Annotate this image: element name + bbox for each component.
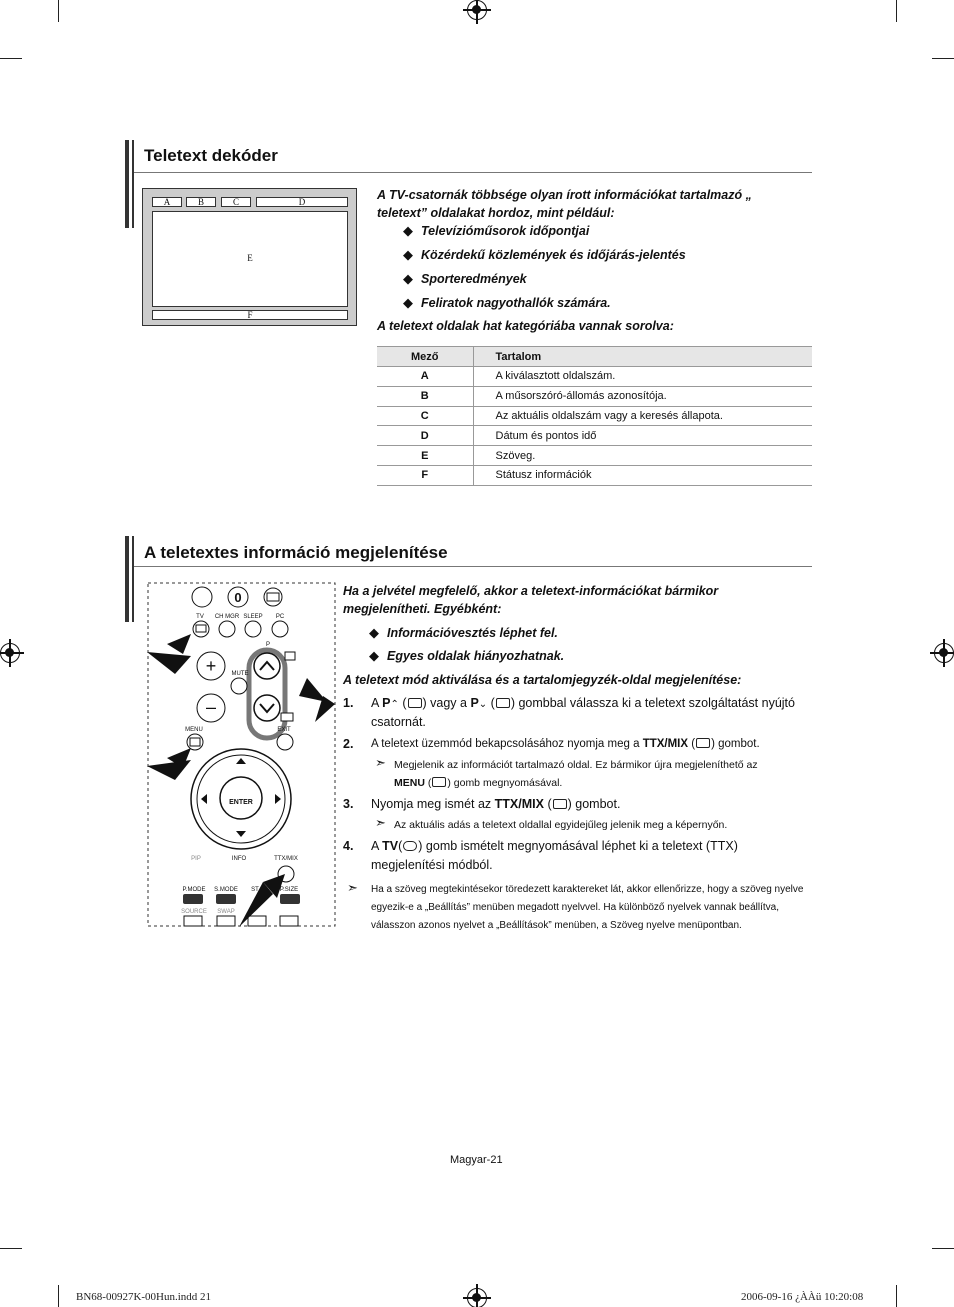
teletext-intro: A TV-csatornák többsége olyan írott információkat tartalmazó „ teletext” oldalakat hordoz, mint például: — [377, 188, 752, 220]
remote-label-menu: MENU — [185, 727, 203, 733]
step-text-part: gomb ismételt megnyomásával léphet ki a teletext (TTX) — [422, 839, 738, 853]
list-item — [369, 648, 564, 664]
list-item — [403, 247, 686, 263]
categories-table — [377, 346, 812, 486]
remote-label-source: SOURCE — [181, 909, 207, 915]
step-number: 1. — [343, 696, 354, 710]
step-text-part: Nyomja meg ismét az — [371, 797, 495, 811]
step-text-part: gombot. — [714, 738, 760, 750]
section-title: Teletext dekóder — [144, 146, 278, 165]
diamond-bullet-icon: ◆ — [403, 271, 413, 286]
field-a-box — [152, 197, 182, 207]
table-cell: E — [377, 446, 473, 466]
list-item — [403, 295, 611, 311]
table-header-cell: Mező — [377, 347, 473, 367]
remote-label-sleep: SLEEP — [243, 614, 263, 620]
remote-label-enter: ENTER — [229, 799, 253, 806]
table-cell: Dátum és pontos idő — [473, 426, 812, 446]
list-item-text: Feliratok nagyothallók számára. — [421, 296, 611, 310]
remote-control-illustration — [147, 582, 337, 928]
step-text-part: A — [371, 839, 383, 853]
list-item — [403, 223, 589, 239]
step-3 — [343, 795, 813, 815]
remote-label-swap: SWAP — [217, 909, 235, 915]
step-number: 2. — [343, 737, 354, 751]
note — [375, 756, 815, 794]
field-a-label: A — [163, 197, 171, 207]
table-cell: D — [377, 426, 473, 446]
crop-mark — [0, 1248, 22, 1249]
table-row — [377, 446, 812, 466]
remote-label-pip: PIP — [191, 856, 201, 862]
remote-label-p: P — [265, 642, 271, 648]
step-text-part: csatornát. — [371, 715, 426, 729]
step-text: A teletext üzemmód bekapcsolásához nyomja meg a TTX/MIX ( ) gombot. — [371, 738, 760, 750]
teletext-icon — [496, 698, 510, 708]
p-key: P — [382, 696, 391, 710]
remote-label-tv: TV — [196, 614, 204, 620]
table-cell: A — [377, 367, 473, 387]
note-text: Megjelenik az információt tartalmazó oldal. Ez bármikor újra megjeleníthető az — [394, 759, 758, 771]
note-text: MENU ( ) gomb megnyomásával. — [394, 777, 563, 789]
table-header-row — [377, 347, 812, 367]
section-bar — [125, 140, 129, 228]
field-f-label: F — [247, 310, 253, 320]
teletext-screen-diagram — [142, 188, 357, 326]
crop-mark — [932, 1248, 954, 1249]
step-2 — [343, 735, 813, 755]
list-item — [369, 625, 558, 641]
crop-mark — [0, 58, 22, 59]
footer-file: BN68-00927K-00Hun.indd 21 — [76, 1291, 212, 1303]
crop-mark — [58, 0, 59, 22]
remote-label-psize: P.SIZE — [279, 887, 299, 893]
diamond-bullet-icon: ◆ — [369, 648, 379, 663]
activate-intro: A teletext mód aktiválása és a tartalomjegyzék-oldal megjelenítése: — [343, 673, 742, 687]
table-row — [377, 367, 812, 387]
teletext-mix-icon — [696, 738, 710, 748]
note-text: Ha a szöveg megtekintésekor töredezett karaktereket lát, akkor ellenőrizze, hogy a szöveg nyelve — [371, 884, 804, 895]
step-text — [371, 694, 795, 714]
remote-label-still: ST — [251, 887, 259, 893]
step-number: 4. — [343, 839, 354, 853]
final-note — [347, 881, 813, 937]
table-cell: F — [377, 465, 473, 485]
list-item-text: Információvesztés léphet fel. — [387, 626, 558, 640]
p-key: P — [470, 696, 479, 710]
step-1 — [343, 694, 813, 734]
table-cell: Az aktuális oldalszám vagy a keresés állapota. — [473, 406, 812, 426]
table-row — [377, 386, 812, 406]
step-text-part: gombot. — [571, 797, 621, 811]
remote-label-ttxmix: TTX/MIX — [274, 856, 298, 862]
crop-mark — [58, 1285, 59, 1307]
note-text: Az aktuális adás a teletext oldallal egyidejűleg jelenik meg a képernyőn. — [394, 819, 728, 831]
table-header-cell: Tartalom — [473, 347, 812, 367]
section-rule — [134, 566, 812, 567]
remote-label-pc: PC — [275, 614, 285, 620]
note-arrow-icon: ➣ — [375, 755, 386, 770]
remote-label-pmode: P.MODE — [182, 887, 206, 893]
table-cell: C — [377, 406, 473, 426]
step-number: 3. — [343, 797, 354, 811]
step-text-part: ) vagy a — [422, 696, 471, 710]
field-c-box — [221, 197, 251, 207]
table-cell: B — [377, 386, 473, 406]
remote-label-zero: 0 — [234, 590, 242, 605]
tv-icon — [403, 841, 417, 851]
menu-key: MENU — [394, 777, 425, 789]
note-text: egyezik-e a „Beállítás” menüben megadott nyelvvel. Ha különböző nyelvek vannak beállítva, — [371, 902, 780, 913]
registration-mark-icon — [467, 0, 487, 20]
table-cell: Szöveg. — [473, 446, 812, 466]
table-row — [377, 406, 812, 426]
chevron-down-icon: ⌄ — [478, 699, 488, 710]
section-rule — [134, 172, 812, 173]
step-text: A TV( ) gomb ismételt megnyomásával léphet ki a teletext (TTX) — [371, 839, 738, 853]
section-title: A teletextes információ megjelenítése — [144, 543, 448, 562]
step-text: Nyomja meg ismét az TTX/MIX ( ) gombot. — [371, 797, 621, 811]
table-row — [377, 426, 812, 446]
field-d-label: D — [298, 197, 306, 207]
list-item-text: Egyes oldalak hiányozhatnak. — [387, 649, 565, 663]
categories-intro: A teletext oldalak hat kategóriába vannak sorolva: — [377, 319, 674, 333]
note — [375, 816, 815, 836]
teletext-mix-icon — [553, 799, 567, 809]
field-e-box — [152, 211, 348, 307]
teletext-icon — [408, 698, 422, 708]
section2-intro: Ha a jelvétel megfelelő, akkor a teletext-információkat bármikor megjelenítheti. Egyébként: — [343, 584, 719, 616]
step-text-part: A — [371, 696, 383, 710]
field-b-label: B — [197, 197, 204, 207]
diamond-bullet-icon: ◆ — [403, 247, 413, 262]
list-item-text: Sporteredmények — [421, 272, 527, 286]
list-item-text: Közérdekű közlemények és időjárás-jelentés — [421, 248, 686, 262]
registration-mark-icon — [934, 643, 954, 663]
ttxmix-key: TTX/MIX — [642, 738, 689, 750]
note-text-part: gomb megnyomásával. — [450, 777, 563, 789]
registration-mark-icon — [467, 1288, 487, 1307]
section-bar — [132, 140, 134, 228]
crop-mark — [932, 58, 954, 59]
diamond-bullet-icon: ◆ — [369, 625, 379, 640]
remote-label-chmgr: CH MGR — [214, 614, 240, 620]
table-row — [377, 465, 812, 485]
note-arrow-icon: ➣ — [375, 815, 386, 830]
step-4 — [343, 837, 813, 877]
ttxmix-key: TTX/MIX — [494, 797, 544, 811]
step-text-part: ( — [487, 696, 495, 710]
menu-icon — [432, 777, 446, 787]
footer-timestamp: 2006-09-16 ¿ÀÀü 10:20:08 — [741, 1291, 864, 1303]
list-item — [403, 271, 527, 287]
table-cell: A műsorszóró-állomás azonosítója. — [473, 386, 812, 406]
remote-label-info: INFO — [231, 856, 247, 862]
chevron-up-icon: ⌃ — [390, 699, 399, 710]
svg-text:+: + — [205, 656, 217, 676]
diamond-bullet-icon: ◆ — [403, 223, 413, 238]
remote-label-exit: EXIT — [277, 727, 291, 733]
table-cell: A kiválasztott oldalszám. — [473, 367, 812, 387]
section-bar — [132, 536, 134, 622]
field-c-label: C — [232, 197, 239, 207]
crop-mark — [896, 1285, 897, 1307]
crop-mark — [896, 0, 897, 22]
table-cell: Státusz információk — [473, 465, 812, 485]
step-text-part: ( — [398, 696, 407, 710]
field-f-box — [152, 310, 348, 320]
section-bar — [125, 536, 129, 622]
svg-text:–: – — [205, 697, 217, 717]
tv-key: TV — [382, 839, 399, 853]
registration-mark-icon — [0, 643, 20, 663]
step-text-part: ) gombbal válassza ki a teletext szolgáltatást nyújtó — [510, 696, 795, 710]
field-b-box — [186, 197, 216, 207]
field-d-box — [256, 197, 348, 207]
diamond-bullet-icon: ◆ — [403, 295, 413, 310]
page-number: Magyar-21 — [450, 1154, 503, 1166]
remote-label-smode: S.MODE — [214, 887, 238, 893]
field-e-label: E — [247, 253, 253, 263]
step-text-part: megjelenítési módból. — [371, 858, 493, 872]
remote-label-mute: MUTE — [231, 671, 249, 677]
note-text: válasszon azonos nyelvet a „Beállítások” menüben, a Szöveg nyelve menüpontban. — [371, 920, 742, 931]
note-arrow-icon: ➣ — [347, 880, 358, 895]
list-item-text: Televízióműsorok időpontjai — [421, 224, 590, 238]
step-text-part: A teletext üzemmód bekapcsolásához nyomja meg a — [371, 738, 643, 750]
